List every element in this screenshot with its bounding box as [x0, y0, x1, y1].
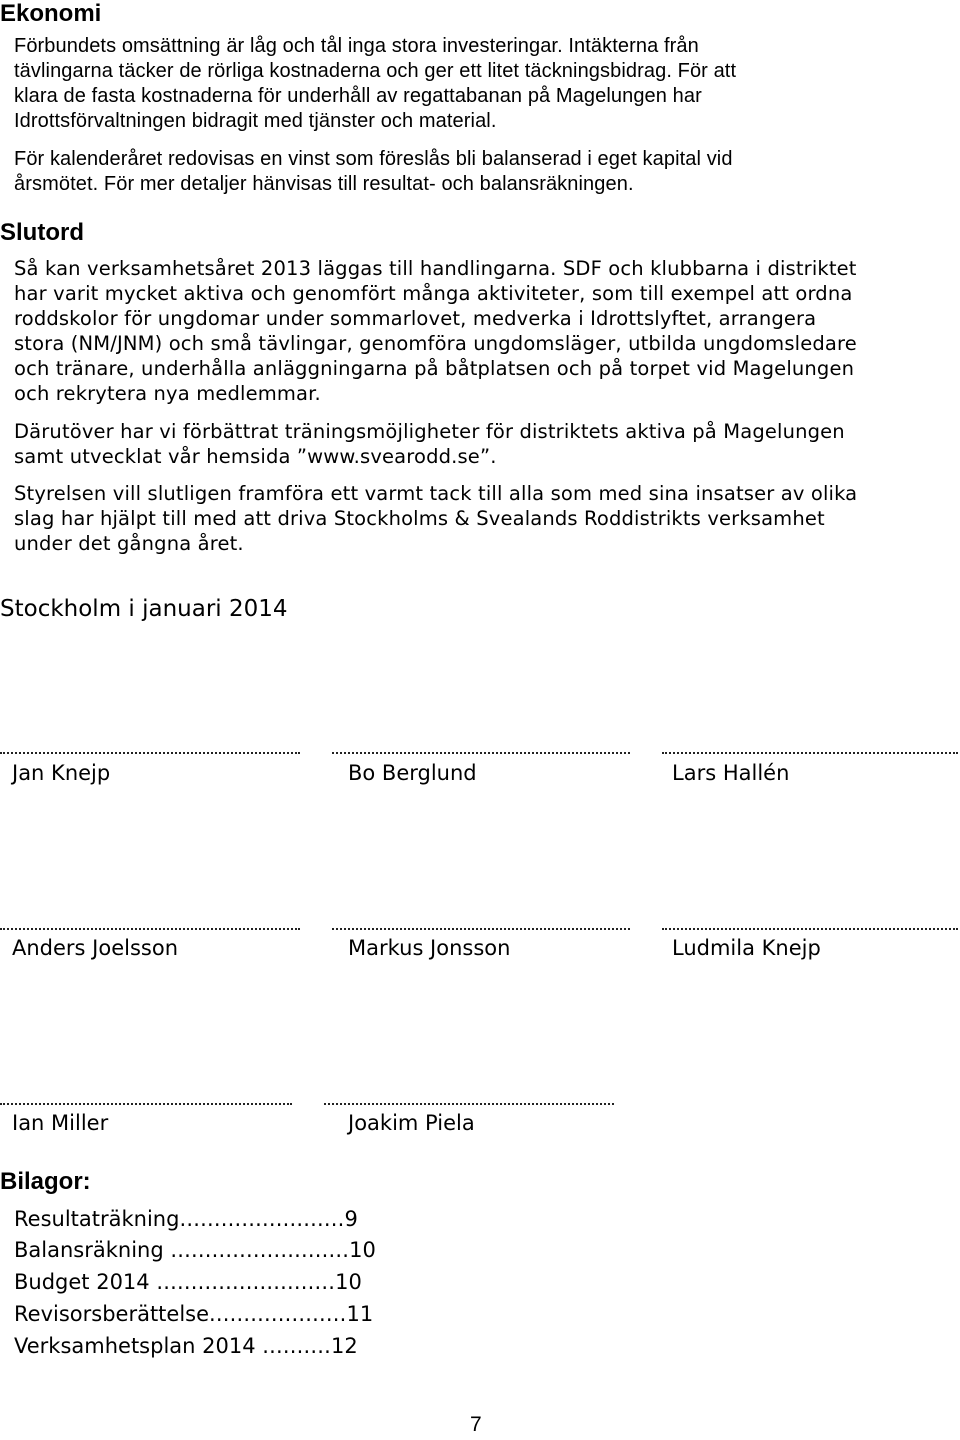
- text-line: Idrottsförvaltningen bidragit med tjänster och material.: [14, 110, 497, 132]
- signature-line: [332, 928, 630, 930]
- signatory-name: Ian Miller: [12, 1111, 109, 1135]
- signatory-name: Bo Berglund: [348, 761, 477, 785]
- text-line: under det gångna året.: [14, 532, 244, 555]
- text-line: stora (NM/JNM) och små tävlingar, genomföra ungdomsläger, utbilda ungdomsledare: [14, 332, 857, 355]
- signatory-name: Anders Joelsson: [12, 936, 179, 960]
- text-line: årsmötet. För mer detaljer hänvisas till resultat- och balansräkningen.: [14, 173, 634, 195]
- signature-line: [0, 752, 300, 754]
- signatory-name: Ludmila Knejp: [672, 936, 821, 960]
- text-line: roddskolor för ungdomar under sommarlovet, medverka i Idrottslyftet, arrangera: [14, 307, 817, 330]
- attachment-page: 9: [344, 1207, 358, 1231]
- attachment-title: Resultaträkning: [14, 1207, 180, 1231]
- leader-dots: ....................: [209, 1302, 347, 1326]
- signature-line: [0, 928, 300, 930]
- attachment-page: 10: [335, 1270, 362, 1294]
- signature-line: [662, 752, 958, 754]
- heading-slutord: Slutord: [0, 219, 84, 246]
- place-date: Stockholm i januari 2014: [0, 596, 288, 622]
- leader-dots: ..........: [262, 1334, 332, 1358]
- signature-line: [332, 752, 630, 754]
- text-line: samt utvecklat vår hemsida ”www.svearodd.se”.: [14, 445, 497, 468]
- attachment-page: 10: [349, 1238, 376, 1262]
- signatory-name: Jan Knejp: [12, 761, 111, 785]
- heading-bilagor: Bilagor:: [0, 1168, 91, 1195]
- text-line: har varit mycket aktiva och genomfört många aktiviteter, som till exempel att ordna: [14, 282, 853, 305]
- signatory-name: Joakim Piela: [348, 1111, 475, 1135]
- attachment-item: [14, 1237, 376, 1263]
- attachment-item: [14, 1206, 358, 1232]
- attachment-title: Revisorsberättelse: [14, 1302, 210, 1326]
- attachment-item: [14, 1269, 362, 1295]
- text-line: tävlingarna täcker de rörliga kostnaderna och ger ett litet täckningsbidrag. För att: [14, 60, 737, 82]
- attachment-title: Verksamhetsplan 2014: [14, 1334, 263, 1358]
- attachment-item: [14, 1333, 358, 1359]
- attachment-title: Budget 2014: [14, 1270, 157, 1294]
- text-line: slag har hjälpt till med att driva Stockholms & Svealands Roddistrikts verksamhet: [14, 507, 825, 530]
- text-line: Styrelsen vill slutligen framföra ett varmt tack till alla som med sina insatser av olika: [14, 482, 858, 505]
- signature-line: [662, 928, 958, 930]
- leader-dots: ........................: [179, 1207, 345, 1231]
- attachment-item: [14, 1301, 373, 1327]
- text-line: och tränare, underhålla anläggningarna på båtplatsen och på torpet vid Magelungen: [14, 357, 855, 380]
- heading-ekonomi: Ekonomi: [0, 0, 102, 27]
- attachment-page: 12: [331, 1334, 358, 1358]
- attachment-page: 11: [346, 1302, 374, 1326]
- text-line: klara de fasta kostnaderna för underhåll av regattabanan på Magelungen har: [14, 85, 702, 107]
- signature-line: [0, 1103, 292, 1105]
- attachment-title: Balansräkning: [14, 1238, 171, 1262]
- text-line: Så kan verksamhetsåret 2013 läggas till handlingarna. SDF och klubbarna i distriktet: [14, 257, 857, 280]
- leader-dots: ..........................: [156, 1270, 336, 1294]
- leader-dots: ..........................: [170, 1238, 350, 1262]
- text-line: Därutöver har vi förbättrat träningsmöjligheter för distriktets aktiva på Magelungen: [14, 420, 845, 443]
- text-line: och rekrytera nya medlemmar.: [14, 382, 321, 405]
- page-number: 7: [470, 1413, 482, 1436]
- text-line: För kalenderåret redovisas en vinst som föreslås bli balanserad i eget kapital vid: [14, 148, 733, 170]
- text-line: Förbundets omsättning är låg och tål inga stora investeringar. Intäkterna från: [14, 35, 699, 57]
- signatory-name: Lars Hallén: [672, 761, 790, 785]
- signature-line: [324, 1103, 614, 1105]
- signatory-name: Markus Jonsson: [348, 936, 511, 960]
